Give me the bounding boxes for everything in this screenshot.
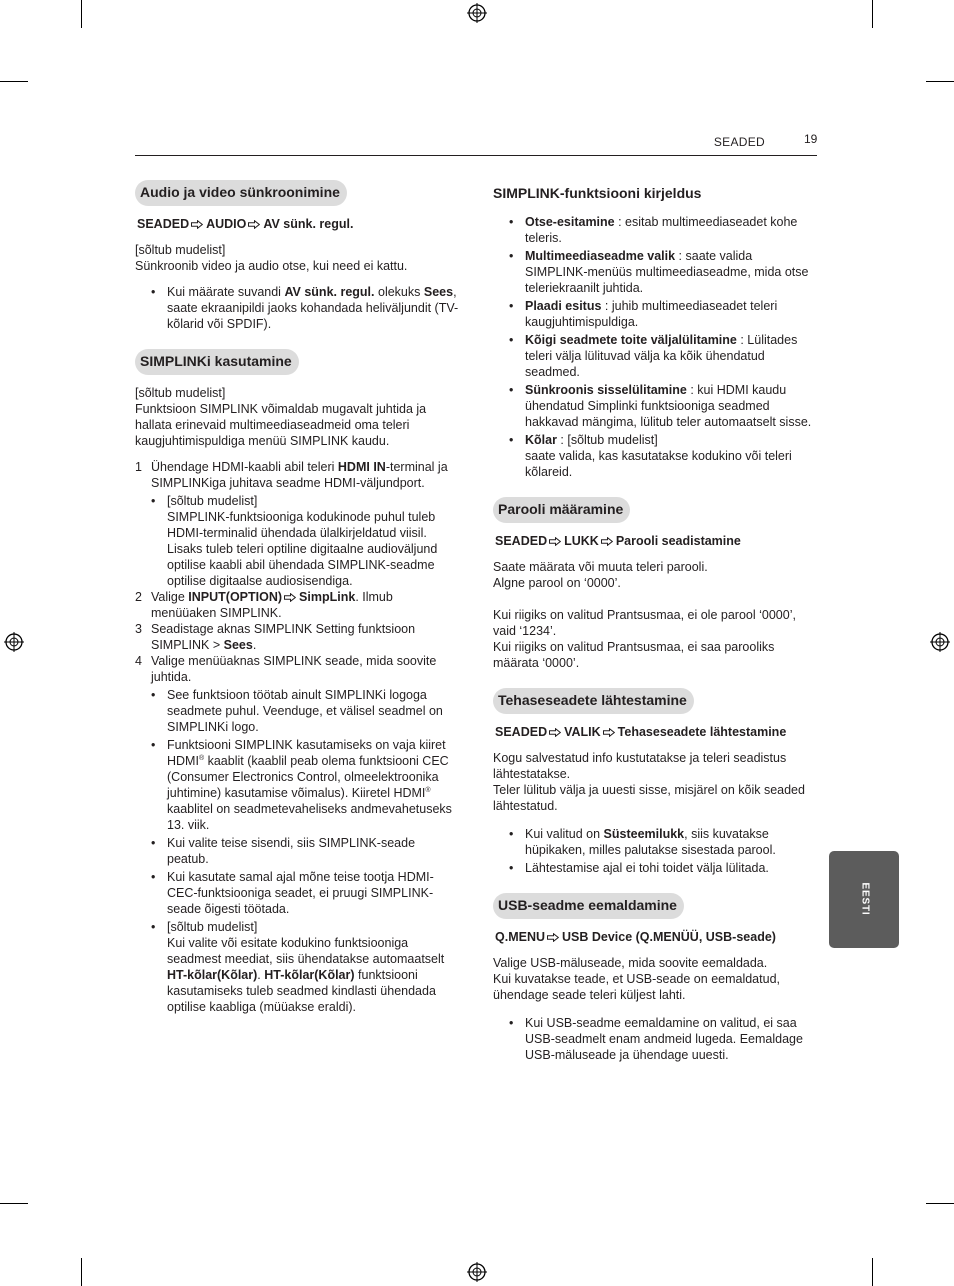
list-item: • Kõlar : [sõltub mudelist] saate valida, kas kasutatakse kodukino või teleri kõlareid. xyxy=(493,432,815,480)
page-number: 19 xyxy=(804,132,818,146)
paragraph: Teler lülitub välja ja uuesti sisse, misjärel on kõik seaded lähtestatud. xyxy=(493,783,805,813)
sub-bullet-list xyxy=(135,687,460,1015)
section-title-simplink: SIMPLINKi kasutamine xyxy=(135,349,299,375)
bullet-list xyxy=(493,826,815,876)
arrow-right-icon xyxy=(248,220,260,229)
crop-mark xyxy=(81,0,82,28)
crop-mark xyxy=(872,0,873,28)
crop-mark xyxy=(872,1258,873,1286)
list-item: • [sõltub mudelist] SIMPLINK-funktsiooniga kodukinode puhul tuleb HDMI-terminalid ühendada ülalkirjeldatud viisil. Lisaks tuleb teleri optiline digitaalne audioväljund optilise kaabli abil ühendada SIMPLINK-seadme optilise digitaalse audiosisendiga. xyxy=(135,493,460,589)
section-title-simplink-description: SIMPLINK-funktsiooni kirjeldus xyxy=(493,185,702,201)
left-column xyxy=(135,180,460,1015)
paragraph: Sünkroonib video ja audio otse, kui need ei kattu. xyxy=(135,259,408,273)
list-item: • Kui valitud on Süsteemilukk, siis kuvatakse hüpikaken, milles palutakse sisestada parool. xyxy=(493,826,815,858)
crop-mark xyxy=(0,81,28,82)
bullet-list xyxy=(493,1015,815,1063)
list-item: • Funktsiooni SIMPLINK kasutamiseks on vaja kiiret HDMI® kaablit (kaablil peab olema funktsiooni CEC (Consumer Electronics Control, olmeelektroonika juhtimine) kasutamise võimalus). Kiiretel HDMI® kaablitel on seadmetevaheliseks andmevahetuseks 13. viik. xyxy=(135,737,460,833)
list-item: • Otse-esitamine : esitab multimeediaseadet kohe teleris. xyxy=(493,214,815,246)
section-title-usb-removal: USB-seadme eemaldamine xyxy=(493,893,684,919)
list-item: • Kui USB-seadme eemaldamine on valitud, ei saa USB-seadmelt enam andmeid lugeda. Eemaldage USB-mäluseade ja ühendage uuesti. xyxy=(493,1015,815,1063)
step-item: 4 Valige menüüaknas SIMPLINK seade, mida soovite juhtida. • See funktsioon töötab ainult SIMPLINKi logoga seadmete puhul. Veenduge, et välisel seadmel on SIMPLINKi logo. • Funktsiooni SIMPLINK kasutamiseks on vaja kiiret HDMI® kaablit (kaablil peab olema funktsiooni CEC (Consumer Electronics Control, olmeelektroonika juhtimine) kasutamise võimalus). Kiiretel HDMI® kaablitel on seadmetevaheliseks andmevahetuseks 13. viik. • Kui valite teise sisendi, siis SIMPLINK-seade peatub. • Kui kasutate samal ajal mõne teise tootja HDMI-CEC-funktsiooniga seadet, ei pruugi SIMPLINK-seade õigesti töötada. • [sõltub mudelist] Kui valite või esitate kodukino funktsiooniga seadmest meediat, siis ühendatakse automaatselt HT-kõlar(Kõlar). HT-kõlar(Kõlar) funktsiooni kasutamiseks tuleb seadmed kindlasti ühendada optilise kaabliga (müüakse eraldi). xyxy=(135,653,460,1015)
paragraph: Saate määrata või muuta teleri parooli. xyxy=(493,560,708,574)
registration-mark-icon xyxy=(930,632,950,652)
list-item: • Kui kasutate samal ajal mõne teise tootja HDMI-CEC-funktsiooniga seadet, ei pruugi SIMPLINK-seade õigesti töötada. xyxy=(135,869,460,917)
menu-path: SEADED AUDIO AV sünk. regul. xyxy=(137,217,354,231)
arrow-right-icon xyxy=(549,537,561,546)
language-tab-label: EESTI xyxy=(859,882,871,916)
step-item: 3 Seadistage aknas SIMPLINK Setting funktsioon SIMPLINK > Sees. xyxy=(135,622,416,652)
sub-bullet-list xyxy=(135,493,460,589)
list-item: • Multimeediaseadme valik : saate valida SIMPLINK-menüüs multimeediaseadme, mida otse teleriekraanilt juhtida. xyxy=(493,248,815,296)
crop-mark xyxy=(0,1203,28,1204)
arrow-right-icon xyxy=(603,728,615,737)
list-item: • [sõltub mudelist] Kui valite või esitate kodukino funktsiooniga seadmest meediat, siis ühendatakse automaatselt HT-kõlar(Kõlar). HT-kõlar(Kõlar) funktsiooni kasutamiseks tuleb seadmed kindlasti ühendada optilise kaabliga (müüakse eraldi). xyxy=(135,919,460,1015)
list-item: • Sünkroonis sisselülitamine : kui HDMI kaudu ühendatud Simplinki funktsiooniga seadmed hakkavad mängima, lülitub teler automaatselt sisse. xyxy=(493,382,815,430)
menu-path: Q.MENU USB Device (Q.MENÜÜ, USB-seade) xyxy=(495,930,776,944)
registration-mark-icon xyxy=(4,632,24,652)
step-item: 2 Valige INPUT(OPTION) SimpLink. Ilmub menüüaken SIMPLINK. xyxy=(135,590,393,620)
paragraph: Valige USB-mäluseade, mida soovite eemaldada. xyxy=(493,956,768,970)
registration-mark-icon xyxy=(467,3,487,23)
header-divider xyxy=(135,155,817,156)
arrow-right-icon xyxy=(549,728,561,737)
step-item: 1 Ühendage HDMI-kaabli abil teleri HDMI IN-terminal ja SIMPLINKiga juhitava seadme HDMI-väljundport. • [sõltub mudelist] SIMPLINK-funktsiooniga kodukinode puhul tuleb HDMI-terminalid ühendada ülalkirjeldatud viisil. Lisaks tuleb teleri optiline digitaalne audioväljund optilise kaabli abil ühendada SIMPLINK-seadme optilise digitaalse audiosisendiga. xyxy=(135,459,460,589)
bullet-list xyxy=(135,284,460,332)
model-note: [sõltub mudelist] xyxy=(135,243,226,257)
section-title-av-sync: Audio ja video sünkroonimine xyxy=(135,180,347,206)
list-item: • Kõigi seadmete toite väljalülitamine : Lülitades teleri välja lülituvad välja ka kõik ühendatud seadmed. xyxy=(493,332,815,380)
model-note: [sõltub mudelist] xyxy=(135,386,226,400)
list-item: • Kui valite teise sisendi, siis SIMPLINK-seade peatub. xyxy=(135,835,460,867)
header-section-label: SEADED xyxy=(713,135,765,149)
arrow-right-icon xyxy=(284,593,296,602)
paragraph: Kui riigiks on valitud Prantsusmaa, ei ole parool ‘0000’, vaid ‘1234’. xyxy=(493,608,796,638)
registration-mark-icon xyxy=(467,1262,487,1282)
crop-mark xyxy=(926,1203,954,1204)
crop-mark xyxy=(81,1258,82,1286)
arrow-right-icon xyxy=(191,220,203,229)
bullet-list xyxy=(493,214,815,480)
arrow-right-icon xyxy=(547,933,559,942)
paragraph: Algne parool on ‘0000’. xyxy=(493,576,621,590)
section-title-factory-reset: Tehaseseadete lähtestamine xyxy=(493,688,694,714)
paragraph: Kogu salvestatud info kustutatakse ja teleri seadistus lähtestatakse. xyxy=(493,751,787,781)
paragraph: Kui riigiks on valitud Prantsusmaa, ei saa parooliks määrata ‘0000’. xyxy=(493,640,775,670)
paragraph: Funktsioon SIMPLINK võimaldab mugavalt juhtida ja hallata erinevaid multimeediaseadmeid oma teleri kaugjuhtimispuldiga menüü SIMPLINK kaudu. xyxy=(135,402,427,448)
list-item: • Kui määrate suvandi AV sünk. regul. olekuks Sees, saate ekraanipildi jaoks kohandada heliväljundit (TV-kõlarid või SPDIF). xyxy=(135,284,460,332)
crop-mark xyxy=(926,81,954,82)
list-item: • Lähtestamise ajal ei tohi toidet välja lülitada. xyxy=(493,860,815,876)
arrow-right-icon xyxy=(601,537,613,546)
paragraph: Kui kuvatakse teade, et USB-seade on eemaldatud, ühendage seade teleri küljest lahti. xyxy=(493,972,780,1002)
right-column xyxy=(493,180,815,1063)
list-item: • Plaadi esitus : juhib multimeediaseadet teleri kaugjuhtimispuldiga. xyxy=(493,298,815,330)
list-item: • See funktsioon töötab ainult SIMPLINKi logoga seadmete puhul. Veenduge, et välisel seadmel on SIMPLINKi logo. xyxy=(135,687,460,735)
language-tab xyxy=(829,851,899,948)
section-title-password: Parooli määramine xyxy=(493,497,630,523)
menu-path: SEADED VALIK Tehaseseadete lähtestamine xyxy=(495,725,787,739)
menu-path: SEADED LUKK Parooli seadistamine xyxy=(495,534,741,548)
numbered-steps xyxy=(135,459,460,1015)
